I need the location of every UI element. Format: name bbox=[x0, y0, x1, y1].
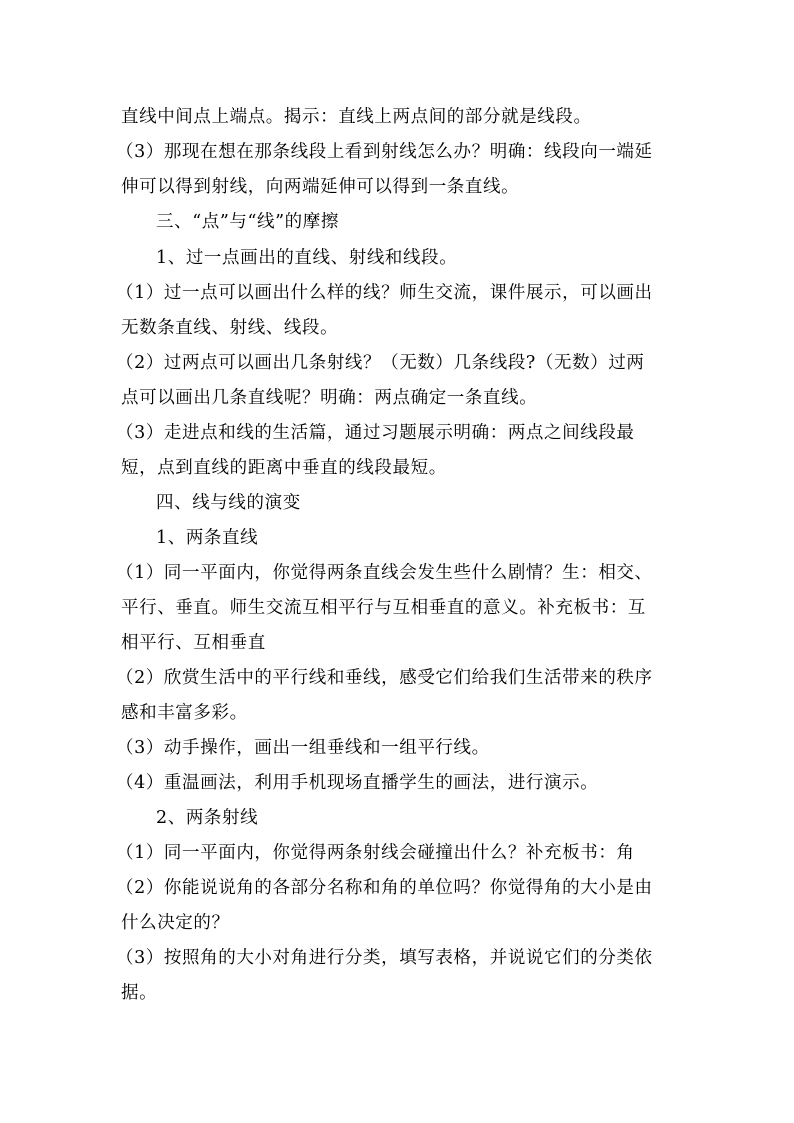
text-line: 无数条直线、射线、线段。 bbox=[121, 318, 339, 338]
subsection-heading: 1、过一点画出的直线、射线和线段。 bbox=[156, 248, 458, 268]
text-line: （1）同一平面内，你觉得两条直线会发生些什么剧情？生：相交、 bbox=[116, 563, 653, 583]
subsection-heading: 2、两条射线 bbox=[156, 808, 259, 828]
text-line: （2）欣赏生活中的平行线和垂线，感受它们给我们生活带来的秩序 bbox=[116, 668, 653, 688]
text-line: 什么决定的？ bbox=[121, 913, 230, 933]
text-line: 点可以画出几条直线呢？明确：两点确定一条直线。 bbox=[121, 388, 538, 408]
text-line: 短，点到直线的距离中垂直的线段最短。 bbox=[121, 458, 447, 478]
text-line: 感和丰富多彩。 bbox=[121, 703, 248, 723]
text-line: （2）过两点可以画出几条射线？（无数）几条线段?（无数）过两 bbox=[116, 353, 645, 373]
text-line: （3）按照角的大小对角进行分类，填写表格，并说说它们的分类依 bbox=[116, 948, 653, 968]
text-line: （1）同一平面内，你觉得两条射线会碰撞出什么？补充板书：角 bbox=[116, 843, 635, 863]
text-line: （1）过一点可以画出什么样的线？师生交流，课件展示，可以画出 bbox=[116, 283, 653, 303]
text-line: （4）重温画法，利用手机现场直播学生的画法，进行演示。 bbox=[116, 773, 599, 793]
text-line: 相平行、互相垂直 bbox=[121, 633, 266, 653]
text-line: 伸可以得到射线，向两端延伸可以得到一条直线。 bbox=[121, 177, 520, 197]
section-heading: 三、“点”与“线”的摩擦 bbox=[156, 212, 339, 232]
text-line: （3）走进点和线的生活篇，通过习题展示明确：两点之间线段最 bbox=[116, 423, 635, 443]
subsection-heading: 1、两条直线 bbox=[156, 528, 259, 548]
text-line: （2）你能说说角的各部分名称和角的单位吗？你觉得角的大小是由 bbox=[116, 878, 653, 898]
text-line: 平行、垂直。师生交流互相平行与互相垂直的意义。补充板书：互 bbox=[121, 598, 646, 618]
text-line: 据。 bbox=[121, 983, 158, 1003]
text-line: （3）动手操作，画出一组垂线和一组平行线。 bbox=[116, 738, 490, 758]
section-heading: 四、线与线的演变 bbox=[156, 493, 301, 513]
text-line: 直线中间点上端点。揭示：直线上两点间的部分就是线段。 bbox=[121, 107, 592, 127]
text-line: （3）那现在想在那条线段上看到射线怎么办？明确：线段向一端延 bbox=[116, 142, 653, 162]
